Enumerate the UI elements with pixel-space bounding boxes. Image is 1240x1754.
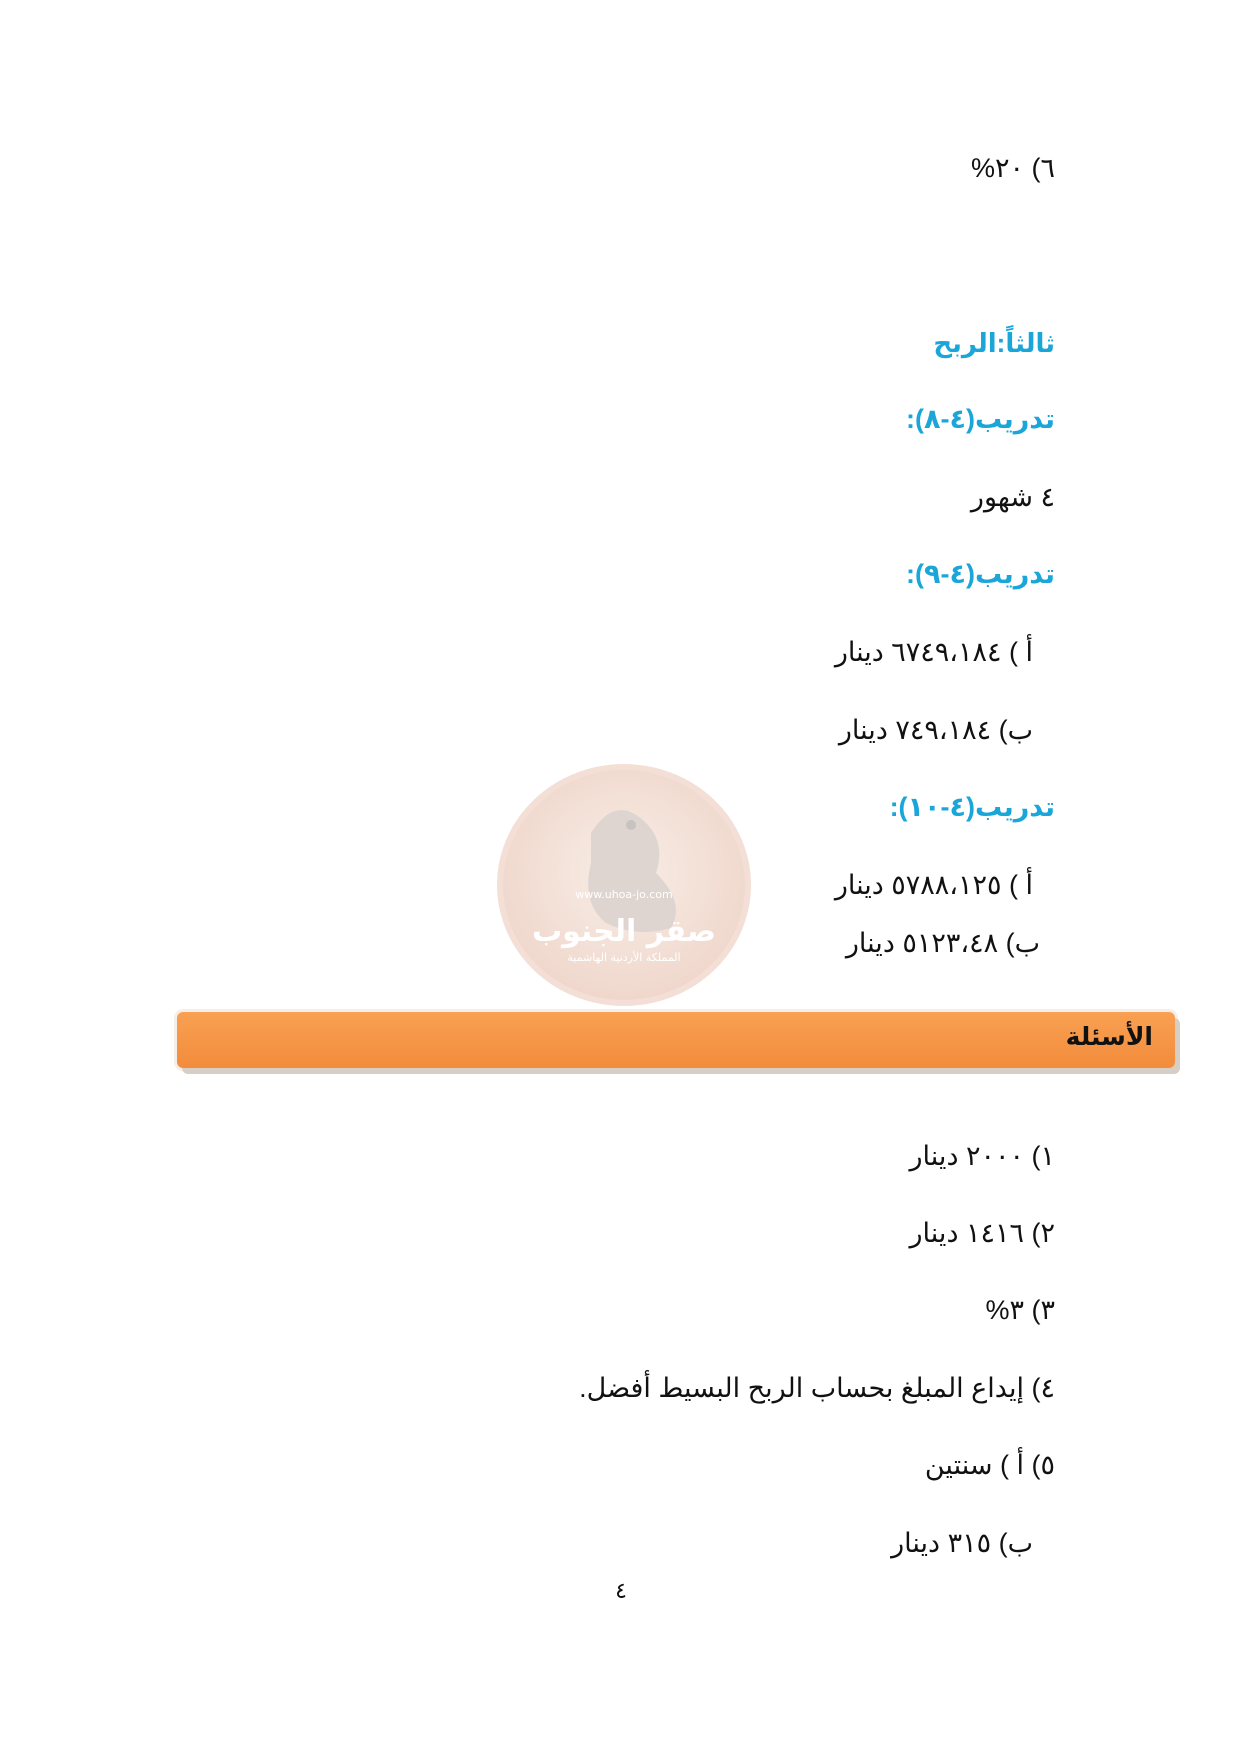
exercise-title: تدريب(٤-٩): xyxy=(906,559,1055,589)
question-answer: ٢) ١٤١٦ دينار xyxy=(909,1218,1055,1248)
question-answer: ١) ٢٠٠٠ دينار xyxy=(909,1141,1055,1171)
section-title: ثالثاً:الربح xyxy=(933,328,1055,358)
exercise-answer: أ ) ٥٧٨٨،١٢٥ دينار xyxy=(834,870,1033,900)
answer-item-6: ٦) ٢٠% xyxy=(970,153,1055,183)
exercise-answer: ٤ شهور xyxy=(970,482,1055,512)
page-number: ٤ xyxy=(615,1578,627,1603)
watermark-seal xyxy=(496,763,752,1008)
exercise-title: تدريب(٤-١٠): xyxy=(889,792,1055,822)
exercise-title: تدريب(٤-٨): xyxy=(906,404,1055,434)
watermark-name: صقر الجنوب xyxy=(531,914,717,949)
question-answer: ٥) أ ) سنتين xyxy=(924,1450,1055,1480)
watermark-url: www.uhoa-jo.com xyxy=(575,888,673,901)
questions-banner-label: الأسئلة xyxy=(1065,1023,1153,1051)
question-answer: ٣) ٣% xyxy=(985,1295,1055,1325)
question-answer: ٤) إيداع المبلغ بحساب الربح البسيط أفضل. xyxy=(579,1373,1055,1403)
question-answer: ب) ٣١٥ دينار xyxy=(891,1528,1033,1558)
exercise-answer: ب) ٥١٢٣،٤٨ دينار xyxy=(845,928,1040,958)
exercise-answer: ب) ٧٤٩،١٨٤ دينار xyxy=(838,715,1033,745)
questions-banner xyxy=(177,1012,1175,1068)
watermark-subtitle: المملكة الأردنية الهاشمية xyxy=(567,951,681,964)
exercise-answer: أ ) ٦٧٤٩،١٨٤ دينار xyxy=(834,637,1033,667)
